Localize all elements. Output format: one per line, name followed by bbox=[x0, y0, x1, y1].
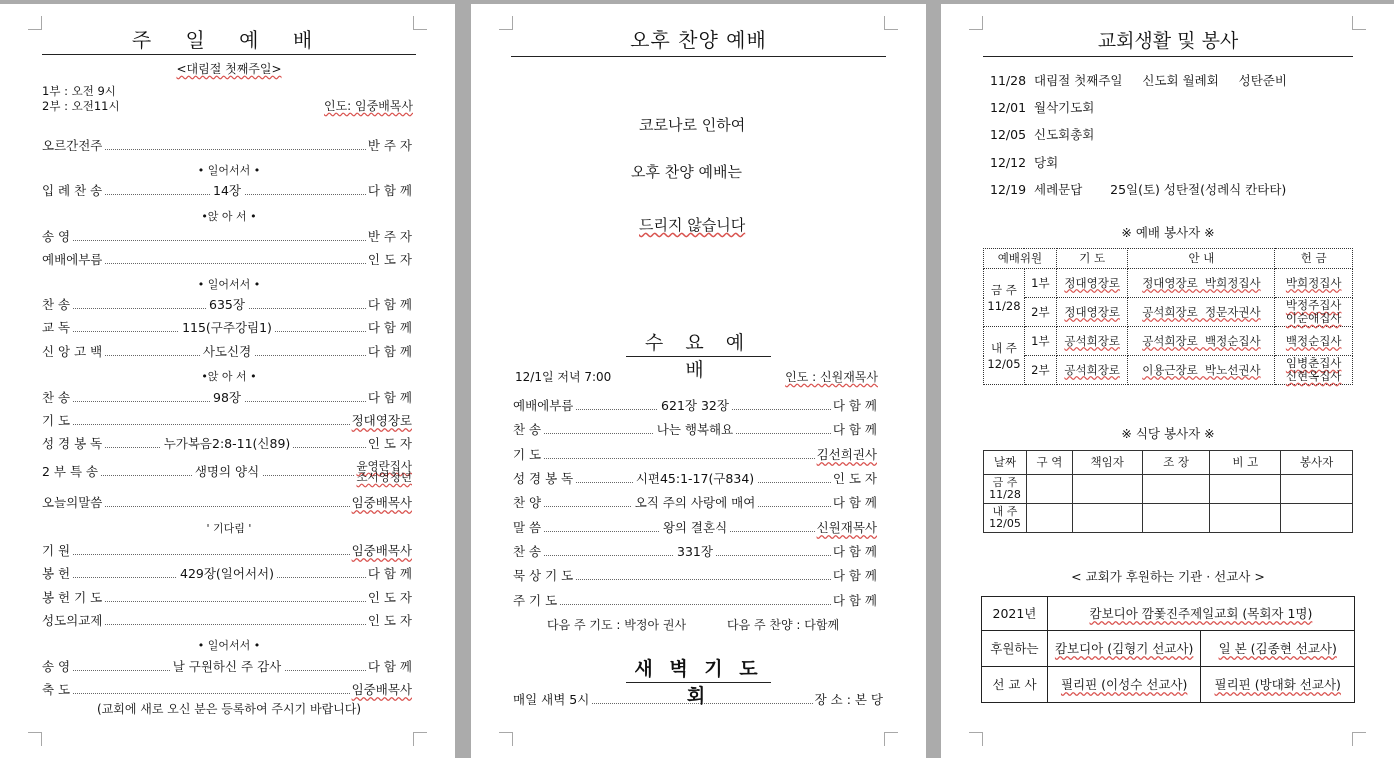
order-item bbox=[42, 543, 412, 559]
wednesday-order-item bbox=[513, 447, 877, 463]
volunteer-offering-text: 임병춘집사 신현옥집사 bbox=[1285, 356, 1342, 383]
stand-instruction: • 일어서서 • bbox=[197, 278, 261, 291]
volunteer-header: 기 도 bbox=[1056, 249, 1128, 269]
order-item bbox=[42, 459, 412, 484]
order-item-detail-wrap bbox=[42, 183, 412, 199]
volunteer-part: 2부 bbox=[1024, 356, 1056, 385]
page-title: 오후 찬양 예배 bbox=[630, 28, 767, 52]
order-item-label: 2 부 특 송 bbox=[42, 464, 99, 479]
order-item-detail: 누가복음2:8-11(신89) bbox=[161, 436, 294, 451]
wednesday-item-label: 주 기 도 bbox=[513, 593, 558, 608]
dawn-rule bbox=[626, 682, 771, 683]
order-item-detail-wrap bbox=[42, 320, 412, 336]
footer-note: (교회에 새로 오신 분은 등록하여 주시기 바랍니다) bbox=[96, 702, 362, 716]
service-time-2: 2부 : 오전11시 bbox=[42, 99, 120, 113]
wednesday-item-person-text: 다 함 께 bbox=[832, 568, 877, 583]
order-item-detail: 생명의 양식 bbox=[192, 464, 262, 479]
support-title: < 교회가 후원하는 기관 · 선교사 > bbox=[1071, 569, 1265, 584]
wednesday-rule bbox=[626, 356, 771, 357]
order-item-person bbox=[354, 461, 412, 483]
order-item-person-2: 조서영청년 bbox=[356, 470, 412, 484]
food-date-1: 금 주 bbox=[992, 476, 1018, 489]
order-item-detail-wrap bbox=[42, 659, 412, 675]
wednesday-item-person-text: 다 함 께 bbox=[832, 495, 877, 510]
order-item-person-text: 인 도 자 bbox=[367, 590, 412, 605]
schedule-text: 세례문답 25일(토) 성탄절(성례식 칸타타) bbox=[1034, 182, 1287, 197]
wednesday-item-person-text: 신원재목사 bbox=[816, 520, 877, 535]
page-title: 교회생활 및 봉사 bbox=[1097, 30, 1239, 52]
wednesday-item-detail: 오직 주의 사랑에 매여 bbox=[632, 495, 759, 510]
order-item-label: 축 도 bbox=[42, 682, 71, 697]
food-date-1: 내 주 bbox=[992, 505, 1018, 518]
title-rule bbox=[511, 56, 886, 57]
order-item-person-text: 임중배목사 bbox=[351, 495, 412, 510]
week-label-2: 12/05 bbox=[987, 356, 1021, 371]
order-item bbox=[42, 682, 412, 698]
support-row-3b: 필리핀 (방대화 선교사) bbox=[1201, 667, 1355, 703]
support-row-2b: 일 본 (김종현 선교사) bbox=[1201, 631, 1355, 667]
order-item bbox=[42, 252, 412, 268]
crop-mark bbox=[1352, 16, 1366, 30]
wednesday-item-person bbox=[831, 568, 877, 584]
stand-instruction: •앉 아 서 • bbox=[201, 370, 257, 383]
order-item bbox=[42, 659, 412, 675]
wednesday-item-label: 기 도 bbox=[513, 447, 542, 462]
page-afternoon-worship bbox=[471, 4, 926, 758]
volunteer-part: 2부 bbox=[1024, 298, 1056, 327]
wednesday-item-detail: 나는 행복해요 bbox=[654, 422, 736, 437]
wednesday-item-label: 예배에부름 bbox=[513, 398, 574, 413]
order-item-label: 송 영 bbox=[42, 659, 71, 674]
wednesday-order-item bbox=[513, 593, 877, 609]
wednesday-item-label: 성 경 봉 독 bbox=[513, 471, 574, 486]
order-item-detail: 429장(일어서서) bbox=[177, 566, 277, 581]
order-item-label: 오늘의말씀 bbox=[42, 495, 103, 510]
order-item-label: 입 례 찬 송 bbox=[42, 183, 103, 198]
order-item bbox=[42, 297, 412, 313]
volunteer-usher bbox=[1128, 269, 1275, 298]
wednesday-item-person bbox=[815, 520, 877, 536]
order-item-detail-wrap bbox=[42, 297, 412, 313]
volunteer-part: 1부 bbox=[1024, 327, 1056, 356]
volunteer-usher bbox=[1128, 298, 1275, 327]
food-cell bbox=[1072, 504, 1142, 533]
order-item-person-text: 다 함 께 bbox=[367, 344, 412, 359]
order-item bbox=[42, 320, 412, 336]
order-item-detail-wrap bbox=[42, 390, 412, 406]
order-item bbox=[42, 183, 412, 199]
food-cell bbox=[1026, 504, 1072, 533]
volunteer-offering-text: 박희정집사 bbox=[1285, 275, 1342, 290]
wednesday-item-label: 찬 송 bbox=[513, 422, 542, 437]
wednesday-order-item bbox=[513, 495, 877, 511]
order-item-person bbox=[366, 590, 412, 606]
notice-line-2: 오후 찬양 예배는 bbox=[631, 163, 742, 181]
food-header: 책임자 bbox=[1072, 451, 1142, 475]
order-item-detail: 98장 bbox=[210, 390, 244, 405]
order-item-person bbox=[366, 252, 412, 268]
wednesday-item-person bbox=[831, 544, 877, 560]
food-date bbox=[984, 504, 1027, 533]
support-bottom-label: 선 교 사 bbox=[982, 667, 1048, 703]
order-item-person-text: 다 함 께 bbox=[367, 566, 412, 581]
order-item-person bbox=[366, 566, 412, 582]
order-item-person bbox=[350, 543, 412, 559]
wednesday-item-label: 찬 양 bbox=[513, 495, 542, 510]
schedule-text: 당회 bbox=[1034, 155, 1059, 170]
wednesday-leader: 인도 : 신원재목사 bbox=[785, 370, 878, 384]
schedule-text: 월삭기도회 bbox=[1034, 100, 1095, 115]
crop-mark bbox=[413, 732, 427, 746]
dawn-prayer-title: 새 벽 기 도 회 bbox=[634, 658, 763, 707]
order-item-person-text: 임중배목사 bbox=[351, 543, 412, 558]
volunteer-part: 1부 bbox=[1024, 269, 1056, 298]
crop-mark bbox=[1352, 732, 1366, 746]
order-item bbox=[42, 495, 412, 511]
subtitle: <대림절 첫째주일> bbox=[176, 62, 282, 76]
order-item-label: 기 도 bbox=[42, 413, 71, 428]
order-item bbox=[42, 413, 412, 429]
volunteer-header: 헌 금 bbox=[1275, 249, 1353, 269]
order-item bbox=[42, 138, 412, 154]
food-date bbox=[984, 475, 1027, 504]
order-item-detail: 14장 bbox=[210, 183, 244, 198]
notice-line-1: 코로나로 인하여 bbox=[639, 116, 746, 134]
support-row-2a: 캄보디아 (김형기 선교사) bbox=[1047, 631, 1201, 667]
wednesday-order-item bbox=[513, 471, 877, 487]
order-item-detail: 날 구원하신 주 감사 bbox=[170, 659, 285, 674]
support-row-1: 캄보디아 깜퐃진주제일교회 (목회자 1명) bbox=[1047, 597, 1354, 631]
wednesday-item-person-text: 다 함 께 bbox=[832, 422, 877, 437]
volunteer-prayer bbox=[1056, 269, 1128, 298]
volunteer-offering bbox=[1275, 298, 1353, 327]
volunteer-week-label bbox=[984, 327, 1025, 385]
wednesday-item-detail-wrap bbox=[513, 495, 877, 511]
food-cell bbox=[1026, 475, 1072, 504]
order-item-person bbox=[350, 682, 412, 698]
support-row-3a: 필리핀 (이성수 선교사) bbox=[1047, 667, 1201, 703]
order-item-detail: 635장 bbox=[206, 297, 248, 312]
order-item-person-text: 다 함 께 bbox=[367, 390, 412, 405]
volunteer-offering bbox=[1275, 327, 1353, 356]
volunteer-offering bbox=[1275, 269, 1353, 298]
food-header: 봉사자 bbox=[1281, 451, 1353, 475]
schedule-date: 11/28 bbox=[990, 73, 1027, 88]
crop-mark bbox=[969, 16, 983, 30]
title-rule bbox=[983, 56, 1353, 57]
volunteer-title: ※ 예배 봉사자 ※ bbox=[1121, 225, 1215, 240]
volunteer-prayer bbox=[1056, 298, 1128, 327]
wednesday-item-detail-wrap bbox=[513, 398, 877, 414]
crop-mark bbox=[28, 16, 42, 30]
order-item-person bbox=[350, 495, 412, 511]
support-table bbox=[981, 596, 1355, 703]
order-item-person-text: 인 도 자 bbox=[367, 613, 412, 628]
wednesday-item-person-text: 다 함 께 bbox=[832, 593, 877, 608]
order-item bbox=[42, 566, 412, 582]
stand-instruction: • 일어서서 • bbox=[197, 164, 261, 177]
schedule-date: 12/12 bbox=[990, 155, 1027, 170]
order-item bbox=[42, 390, 412, 406]
crop-mark bbox=[884, 732, 898, 746]
volunteer-usher-text: 정대영장로 박희정집사 bbox=[1142, 275, 1261, 290]
title-rule bbox=[42, 54, 416, 55]
order-item-detail-wrap bbox=[42, 344, 412, 360]
wednesday-title: 수 요 예 배 bbox=[644, 332, 753, 381]
order-item-label: 신 앙 고 백 bbox=[42, 344, 103, 359]
order-item-label: 송 영 bbox=[42, 229, 71, 244]
food-cell bbox=[1072, 475, 1142, 504]
volunteer-usher-text: 공석희장로 백정순집사 bbox=[1142, 333, 1261, 348]
food-cell bbox=[1281, 504, 1353, 533]
volunteer-usher bbox=[1128, 327, 1275, 356]
service-time-1: 1부 : 오전 9시 bbox=[42, 84, 116, 98]
order-item-detail: 사도신경 bbox=[200, 344, 254, 359]
food-volunteer-table bbox=[983, 450, 1353, 533]
dawn-prayer-row: 매일 새벽 5시 장 소 : 본 당 bbox=[513, 692, 883, 707]
order-item-person-text: 다 함 께 bbox=[367, 297, 412, 312]
food-cell bbox=[1210, 475, 1281, 504]
crop-mark bbox=[884, 16, 898, 30]
dot-leader bbox=[513, 604, 877, 605]
leader: 인도: 임중배목사 bbox=[323, 99, 413, 113]
order-item-detail: 115(구주강림1) bbox=[179, 320, 275, 335]
order-item-label: 성 경 봉 독 bbox=[42, 436, 103, 451]
order-item-person-text: 인 도 자 bbox=[367, 252, 412, 267]
volunteer-header: 안 내 bbox=[1128, 249, 1275, 269]
volunteer-prayer-text: 정대영장로 bbox=[1064, 304, 1120, 319]
order-item-person-text: 임중배목사 bbox=[351, 682, 412, 697]
order-item-label: 찬 송 bbox=[42, 390, 71, 405]
wednesday-item-detail-wrap bbox=[513, 422, 877, 438]
volunteer-offering-text: 백정순집사 bbox=[1285, 333, 1342, 348]
volunteer-prayer-text: 정대영장로 bbox=[1064, 275, 1120, 290]
order-item-person bbox=[366, 659, 412, 675]
crop-mark bbox=[499, 732, 513, 746]
support-mid-label: 후원하는 bbox=[982, 631, 1048, 667]
food-cell bbox=[1281, 475, 1353, 504]
crop-mark bbox=[28, 732, 42, 746]
wednesday-item-label: 말 씀 bbox=[513, 520, 542, 535]
notice-line-3: 드리지 않습니다 bbox=[639, 216, 746, 234]
wednesday-item-person-text: 다 함 께 bbox=[832, 398, 877, 413]
order-item bbox=[42, 436, 412, 452]
wednesday-item-person bbox=[831, 495, 877, 511]
order-item-person-text: 다 함 께 bbox=[367, 659, 412, 674]
page-sunday-worship bbox=[0, 4, 455, 758]
food-cell bbox=[1210, 504, 1281, 533]
schedule-date: 12/01 bbox=[990, 100, 1027, 115]
order-item-person bbox=[366, 436, 412, 452]
schedule-text: 신도회총회 bbox=[1034, 127, 1095, 142]
volunteer-week-label bbox=[984, 269, 1025, 327]
order-item bbox=[42, 229, 412, 245]
order-item-person-text: 반 주 자 bbox=[367, 138, 412, 153]
wednesday-item-person bbox=[831, 471, 877, 487]
wednesday-order-item bbox=[513, 568, 877, 584]
order-item-label: 봉 헌 bbox=[42, 566, 71, 581]
order-item-detail-wrap bbox=[42, 436, 412, 452]
order-item-person-text: 다 함 께 bbox=[367, 320, 412, 335]
wednesday-item-detail: 331장 bbox=[674, 544, 716, 559]
volunteer-usher-text: 공석희장로 정문자권사 bbox=[1142, 304, 1261, 319]
order-item-person bbox=[366, 320, 412, 336]
order-item bbox=[42, 613, 412, 629]
volunteer-prayer bbox=[1056, 327, 1128, 356]
food-header: 조 장 bbox=[1142, 451, 1210, 475]
wednesday-item-person bbox=[831, 593, 877, 609]
wednesday-order-item bbox=[513, 398, 877, 414]
order-item bbox=[42, 590, 412, 606]
food-header: 구 역 bbox=[1026, 451, 1072, 475]
food-header: 비 고 bbox=[1210, 451, 1281, 475]
volunteer-offering bbox=[1275, 356, 1353, 385]
volunteer-prayer-text: 공석희장로 bbox=[1064, 333, 1120, 348]
order-item-label: 예배에부름 bbox=[42, 252, 103, 267]
stand-instruction: ' 기다림 ' bbox=[206, 522, 252, 535]
next-praise: 다음 주 찬양 : 다함께 bbox=[727, 618, 840, 632]
wednesday-item-detail-wrap bbox=[513, 544, 877, 560]
volunteer-offering-text: 박정주집사 이순애집사 bbox=[1285, 298, 1342, 325]
wednesday-item-detail-wrap bbox=[513, 471, 877, 487]
volunteer-header: 예배위원 bbox=[984, 249, 1057, 269]
order-item-person-text: 반 주 자 bbox=[367, 229, 412, 244]
order-item-person-text: 정대영장로 bbox=[351, 413, 412, 428]
wednesday-item-label: 묵 상 기 도 bbox=[513, 568, 574, 583]
next-prayer: 다음 주 기도 : 박정아 권사 bbox=[547, 618, 687, 632]
food-cell bbox=[1142, 475, 1210, 504]
order-item-person bbox=[350, 413, 412, 429]
stand-instruction: • 일어서서 • bbox=[197, 639, 261, 652]
order-item bbox=[42, 344, 412, 360]
volunteer-usher-text: 이용근장로 박노선권사 bbox=[1142, 362, 1261, 377]
order-item-label: 오르간전주 bbox=[42, 138, 103, 153]
food-date-2: 12/05 bbox=[989, 517, 1021, 530]
order-item-person bbox=[366, 344, 412, 360]
food-header: 날짜 bbox=[984, 451, 1027, 475]
crop-mark bbox=[969, 732, 983, 746]
wednesday-order-item bbox=[513, 422, 877, 438]
volunteer-prayer-text: 공석희장로 bbox=[1064, 362, 1120, 377]
week-label-1: 내 주 bbox=[991, 340, 1017, 355]
order-item-label: 교 독 bbox=[42, 320, 71, 335]
volunteer-prayer bbox=[1056, 356, 1128, 385]
wednesday-order-item bbox=[513, 544, 877, 560]
schedule-date: 12/19 bbox=[990, 182, 1027, 197]
wednesday-date: 12/1일 저녁 7:00 bbox=[515, 370, 612, 384]
order-item-person bbox=[366, 297, 412, 313]
wednesday-item-person-text: 다 함 께 bbox=[832, 544, 877, 559]
order-item-person-text: 다 함 께 bbox=[367, 183, 412, 198]
wednesday-item-label: 찬 송 bbox=[513, 544, 542, 559]
order-item-label: 찬 송 bbox=[42, 297, 71, 312]
wednesday-item-detail: 621장 32장 bbox=[658, 398, 732, 413]
schedule-text: 대림절 첫째주일 신도회 월례회 성탄준비 bbox=[1034, 73, 1287, 88]
food-cell bbox=[1142, 504, 1210, 533]
wednesday-item-person-text: 인 도 자 bbox=[832, 471, 877, 486]
order-item-person-1: 윤영란집사 bbox=[356, 459, 412, 473]
page-title: 주 일 예 배 bbox=[131, 28, 327, 52]
order-item-label: 봉 헌 기 도 bbox=[42, 590, 103, 605]
volunteer-table bbox=[983, 248, 1353, 385]
order-item-person bbox=[366, 183, 412, 199]
dot-leader bbox=[42, 240, 412, 241]
week-label-1: 금 주 bbox=[991, 282, 1017, 297]
order-item-person bbox=[366, 390, 412, 406]
order-item-detail-wrap bbox=[42, 566, 412, 582]
wednesday-item-detail: 왕의 결혼식 bbox=[660, 520, 730, 535]
wednesday-item-detail: 시편45:1-17(구834) bbox=[633, 471, 757, 486]
order-item-label: 기 원 bbox=[42, 543, 71, 558]
schedule-date: 12/05 bbox=[990, 127, 1027, 142]
wednesday-item-person bbox=[815, 447, 877, 463]
food-date-2: 11/28 bbox=[989, 488, 1021, 501]
wednesday-item-person bbox=[831, 398, 877, 414]
wednesday-item-person bbox=[831, 422, 877, 438]
order-item-person bbox=[366, 229, 412, 245]
order-item-label: 성도의교제 bbox=[42, 613, 103, 628]
wednesday-order-item bbox=[513, 520, 877, 536]
volunteer-usher bbox=[1128, 356, 1275, 385]
order-item-person bbox=[366, 613, 412, 629]
page-church-life bbox=[941, 4, 1394, 758]
support-year: 2021년 bbox=[982, 597, 1048, 631]
week-label-2: 11/28 bbox=[987, 298, 1021, 313]
stand-instruction: •앉 아 서 • bbox=[201, 210, 257, 223]
order-item-person bbox=[366, 138, 412, 154]
food-volunteer-title: ※ 식당 봉사자 ※ bbox=[1121, 426, 1215, 441]
wednesday-item-person-text: 김선희권사 bbox=[816, 447, 877, 462]
order-item-person-text: 인 도 자 bbox=[367, 436, 412, 451]
